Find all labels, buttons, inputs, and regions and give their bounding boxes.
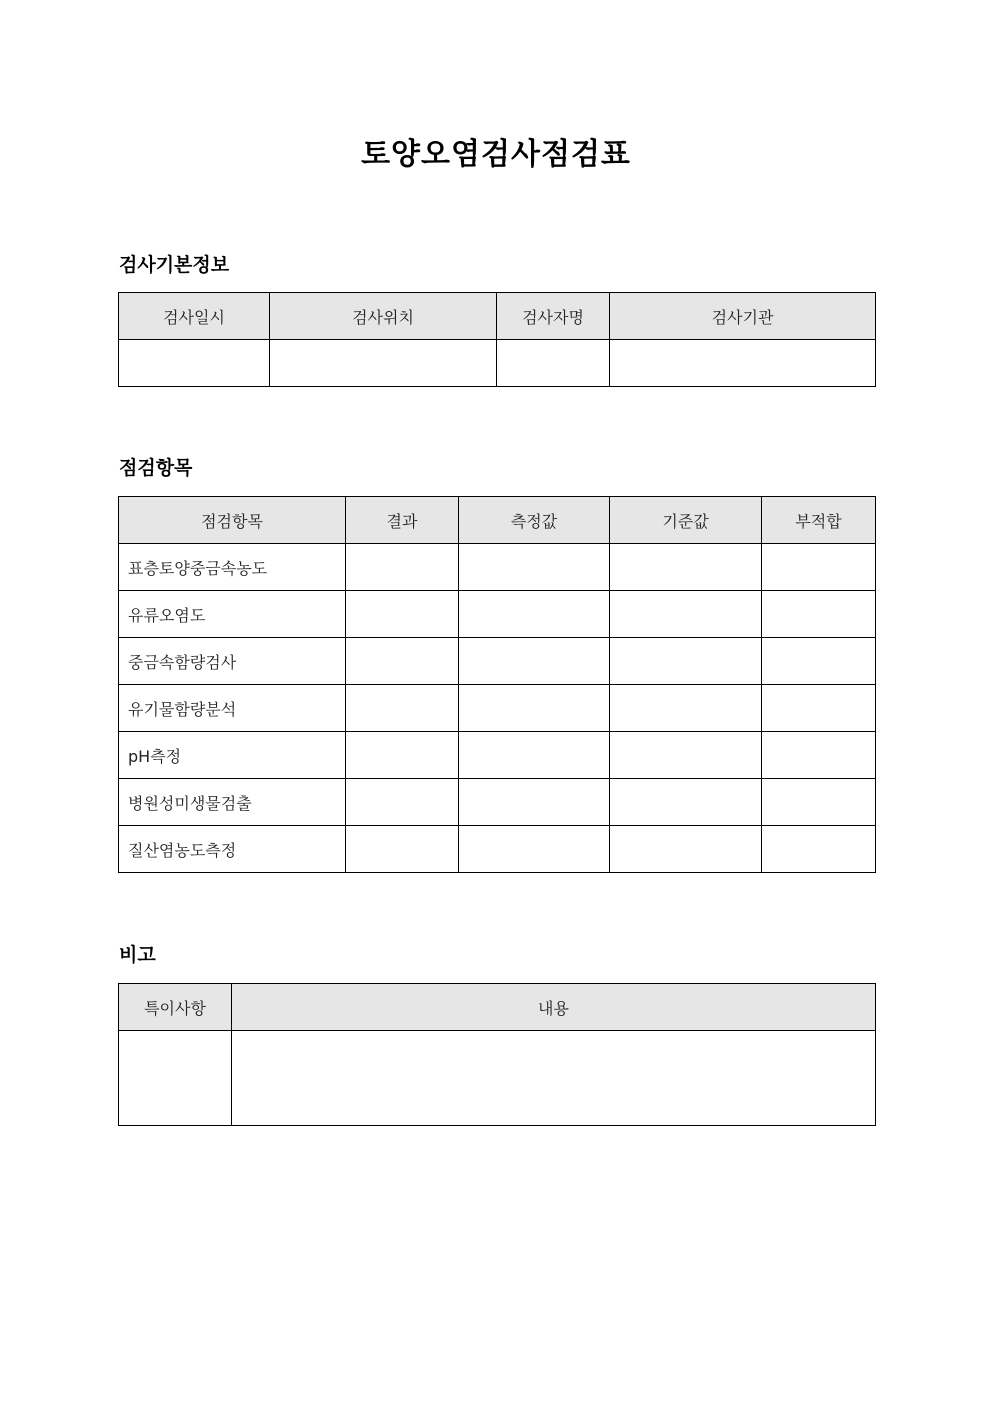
header-inspection-datetime: 검사일시 [119,293,270,340]
check-item-label: pH측정 [119,732,346,779]
standard-value-field[interactable] [610,685,762,732]
measured-value-field[interactable] [459,779,610,826]
result-field[interactable] [346,826,459,873]
check-item-label: 질산염농도측정 [119,826,346,873]
result-field[interactable] [346,638,459,685]
standard-value-field[interactable] [610,779,762,826]
remarks-table [118,983,876,1126]
section-heading-remarks: 비고 [119,944,156,966]
nonconformity-field[interactable] [762,826,876,873]
check-item-label: 유류오염도 [119,591,346,638]
measured-value-field[interactable] [459,544,610,591]
nonconformity-field[interactable] [762,591,876,638]
section-heading-checklist: 점검항목 [119,457,193,479]
table-header-row [119,497,876,544]
standard-value-field[interactable] [610,732,762,779]
header-check-item: 점검항목 [119,497,346,544]
header-measured-value: 측정값 [459,497,610,544]
measured-value-field[interactable] [459,732,610,779]
header-result: 결과 [346,497,459,544]
document-title: 토양오염검사점검표 [361,137,631,172]
section-heading-basic-info: 검사기본정보 [119,254,230,276]
standard-value-field[interactable] [610,638,762,685]
measured-value-field[interactable] [459,591,610,638]
table-row [119,685,876,732]
result-field[interactable] [346,732,459,779]
check-item-label: 표층토양중금속농도 [119,544,346,591]
measured-value-field[interactable] [459,826,610,873]
content-field[interactable] [232,1031,876,1126]
inspection-datetime-field[interactable] [119,340,270,387]
table-header-row [119,984,876,1031]
basic-info-table [118,292,876,387]
table-row [119,1031,876,1126]
measured-value-field[interactable] [459,638,610,685]
result-field[interactable] [346,779,459,826]
standard-value-field[interactable] [610,591,762,638]
nonconformity-field[interactable] [762,732,876,779]
nonconformity-field[interactable] [762,638,876,685]
table-row [119,638,876,685]
header-standard-value: 기준값 [610,497,762,544]
table-row [119,779,876,826]
check-item-label: 유기물함량분석 [119,685,346,732]
standard-value-field[interactable] [610,826,762,873]
result-field[interactable] [346,591,459,638]
result-field[interactable] [346,685,459,732]
inspector-name-field[interactable] [497,340,610,387]
nonconformity-field[interactable] [762,544,876,591]
table-row [119,340,876,387]
table-row [119,732,876,779]
header-content: 내용 [232,984,876,1031]
table-row [119,544,876,591]
header-nonconformity: 부적합 [762,497,876,544]
measured-value-field[interactable] [459,685,610,732]
header-special-notes: 특이사항 [119,984,232,1031]
check-item-label: 중금속함량검사 [119,638,346,685]
nonconformity-field[interactable] [762,685,876,732]
table-header-row [119,293,876,340]
header-inspection-agency: 검사기관 [610,293,876,340]
table-row [119,826,876,873]
inspection-agency-field[interactable] [610,340,876,387]
header-inspection-location: 검사위치 [270,293,497,340]
standard-value-field[interactable] [610,544,762,591]
special-notes-field[interactable] [119,1031,232,1126]
table-row [119,591,876,638]
result-field[interactable] [346,544,459,591]
header-inspector-name: 검사자명 [497,293,610,340]
checklist-table [118,496,876,873]
check-item-label: 병원성미생물검출 [119,779,346,826]
nonconformity-field[interactable] [762,779,876,826]
inspection-location-field[interactable] [270,340,497,387]
